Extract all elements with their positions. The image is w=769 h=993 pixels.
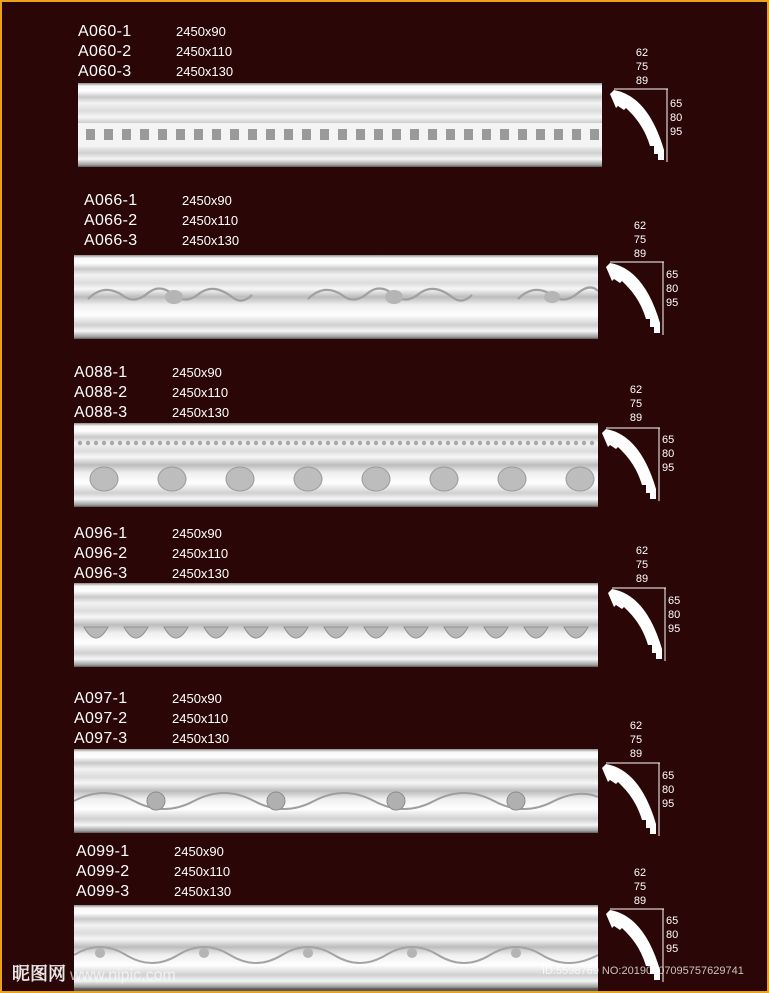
watermark-logo: 昵图网 <box>12 964 66 984</box>
product-code: A088-1 <box>74 364 128 381</box>
profile-height-mark: 95 <box>668 623 681 635</box>
profile-width-dims <box>630 544 654 586</box>
product-code: A066-2 <box>84 212 138 229</box>
product-code: A097-1 <box>74 690 128 707</box>
molding-strip-image <box>74 749 598 833</box>
profile-width-dims <box>628 866 652 908</box>
product-code: A096-2 <box>74 545 128 562</box>
profile-height-mark: 65 <box>666 269 679 281</box>
product-code: A097-3 <box>74 730 128 747</box>
product-code: A088-2 <box>74 384 128 401</box>
profile-height-dims <box>662 433 674 475</box>
profile-width-dims <box>624 383 648 425</box>
watermark-id: ID:5598769 NO:20190807095757629741 <box>542 965 744 977</box>
profile-height-mark: 95 <box>670 126 683 138</box>
product-size: 2450x110 <box>174 864 231 879</box>
profile-width-mark: 75 <box>629 398 643 410</box>
watermark-brand <box>12 960 176 986</box>
watermark-url: www.nipic.com <box>70 967 176 984</box>
product-size: 2450x130 <box>172 405 230 420</box>
molding-strip-image <box>74 255 598 339</box>
profile-width-mark: 89 <box>633 248 647 260</box>
product-code: A099-2 <box>76 863 130 880</box>
product-size: 2450x130 <box>172 566 230 581</box>
profile-height-mark: 65 <box>668 595 681 607</box>
profile-width-mark: 62 <box>635 47 649 59</box>
product-code: A097-2 <box>74 710 128 727</box>
product-size: 2450x110 <box>172 711 229 726</box>
molding-profile-icon <box>604 261 664 335</box>
profile-height-dims <box>662 769 674 811</box>
product-code: A096-3 <box>74 565 128 582</box>
profile-height-mark: 65 <box>662 770 675 782</box>
product-code: A099-3 <box>76 883 130 900</box>
profile-width-mark: 75 <box>629 734 643 746</box>
product-size: 2450x130 <box>174 884 232 899</box>
molding-strip-image <box>74 423 598 507</box>
profile-height-mark: 80 <box>662 784 675 796</box>
profile-width-mark: 89 <box>629 748 643 760</box>
profile-width-mark: 62 <box>633 867 647 879</box>
product-code: A060-3 <box>78 63 132 80</box>
profile-width-mark: 89 <box>633 895 647 907</box>
product-size: 2450x90 <box>174 844 224 859</box>
product-size: 2450x90 <box>172 691 222 706</box>
profile-width-dims <box>624 719 648 761</box>
product-code: A060-1 <box>78 23 132 40</box>
profile-height-mark: 80 <box>666 929 679 941</box>
profile-width-mark: 62 <box>633 220 647 232</box>
molding-strip-image <box>74 583 598 667</box>
profile-height-dims <box>668 594 680 636</box>
product-size: 2450x110 <box>172 385 229 400</box>
profile-height-mark: 65 <box>662 434 675 446</box>
catalog-sheet <box>2 2 767 991</box>
product-code: A060-2 <box>78 43 132 60</box>
molding-strip-image <box>78 83 602 167</box>
product-code: A099-1 <box>76 843 130 860</box>
profile-width-mark: 89 <box>629 412 643 424</box>
profile-width-mark: 62 <box>635 545 649 557</box>
product-size: 2450x90 <box>176 24 226 39</box>
profile-height-mark: 80 <box>668 609 681 621</box>
profile-height-mark: 65 <box>666 915 679 927</box>
product-size: 2450x110 <box>172 546 229 561</box>
profile-width-dims <box>628 219 652 261</box>
profile-width-mark: 75 <box>633 881 647 893</box>
profile-height-dims <box>666 268 678 310</box>
profile-height-dims <box>670 97 682 139</box>
profile-width-mark: 75 <box>635 559 649 571</box>
product-size: 2450x110 <box>176 44 233 59</box>
profile-height-mark: 95 <box>666 297 679 309</box>
profile-height-mark: 80 <box>662 448 675 460</box>
product-size: 2450x130 <box>182 233 240 248</box>
product-size: 2450x110 <box>182 213 239 228</box>
profile-height-mark: 65 <box>670 98 683 110</box>
product-size: 2450x130 <box>172 731 230 746</box>
product-code: A066-3 <box>84 232 138 249</box>
profile-width-mark: 62 <box>629 384 643 396</box>
product-code: A096-1 <box>74 525 128 542</box>
profile-height-mark: 95 <box>662 462 675 474</box>
product-size: 2450x90 <box>172 365 222 380</box>
profile-width-mark: 89 <box>635 75 649 87</box>
profile-height-mark: 95 <box>666 943 679 955</box>
product-size: 2450x130 <box>176 64 234 79</box>
molding-profile-icon <box>608 88 668 162</box>
molding-profile-icon <box>600 427 660 501</box>
profile-width-mark: 62 <box>629 720 643 732</box>
profile-width-mark: 75 <box>635 61 649 73</box>
profile-width-mark: 75 <box>633 234 647 246</box>
product-code: A088-3 <box>74 404 128 421</box>
product-code: A066-1 <box>84 192 138 209</box>
profile-height-mark: 80 <box>666 283 679 295</box>
profile-height-mark: 80 <box>670 112 683 124</box>
profile-height-mark: 95 <box>662 798 675 810</box>
profile-height-dims <box>666 914 678 956</box>
product-size: 2450x90 <box>182 193 232 208</box>
product-size: 2450x90 <box>172 526 222 541</box>
molding-profile-icon <box>606 587 666 661</box>
profile-width-dims <box>630 46 654 88</box>
molding-profile-icon <box>600 762 660 836</box>
profile-width-mark: 89 <box>635 573 649 585</box>
